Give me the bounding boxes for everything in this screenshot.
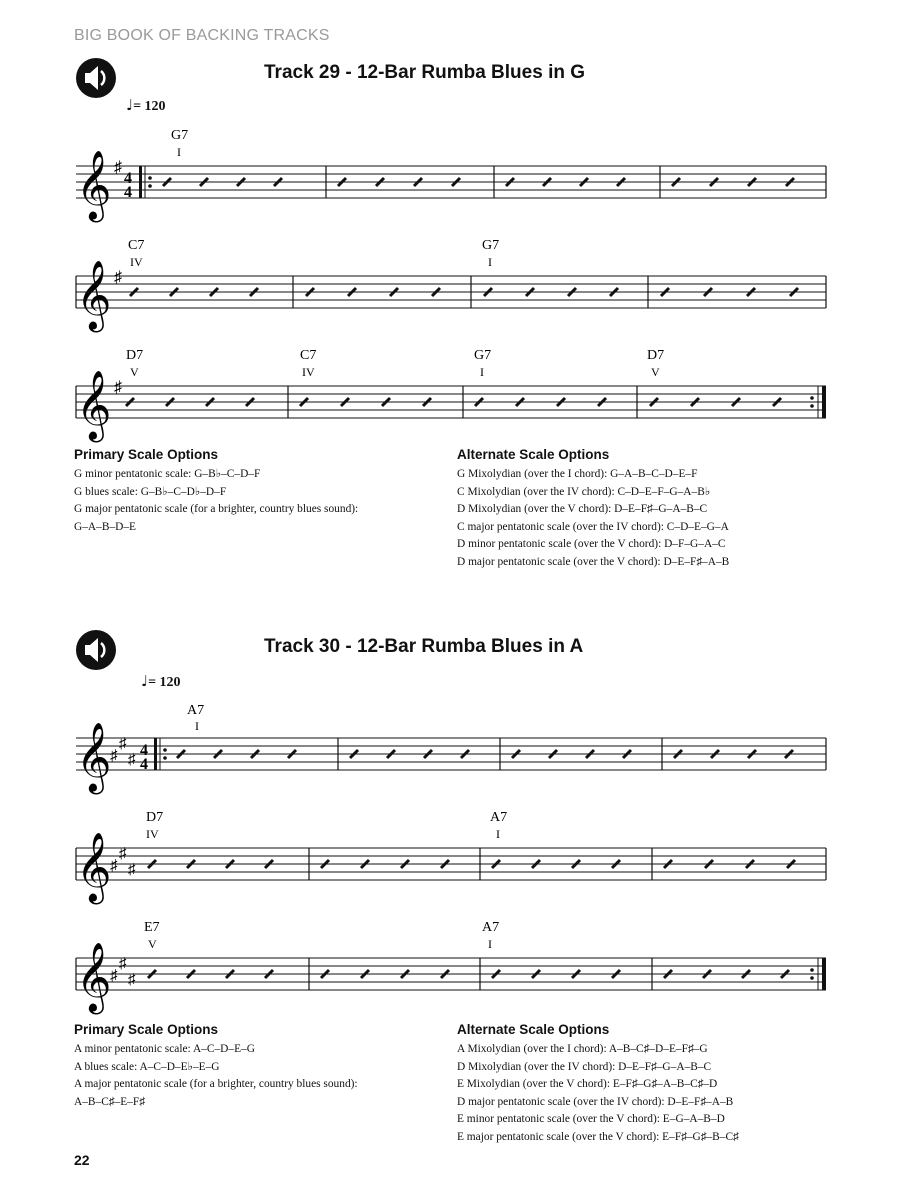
- scale-line: D major pentatonic scale (over the IV chord): D–E–F♯–A–B: [457, 1095, 734, 1108]
- time-signature: [124, 170, 132, 201]
- roman-numeral: I: [177, 145, 181, 159]
- scale-line: E Mixolydian (over the V chord): E–F♯–G♯–A–B–C♯–D: [457, 1078, 718, 1090]
- scale-heading: Alternate Scale Options: [457, 1022, 610, 1037]
- tempo-marking: ♩= 120: [141, 672, 181, 690]
- scale-line: G Mixolydian (over the I chord): G–A–B–C–D–E–F: [457, 468, 698, 480]
- chord-symbol: G7: [482, 238, 500, 253]
- chord-symbol: E7: [144, 920, 160, 935]
- scale-line: G–A–B–D–E: [74, 520, 137, 533]
- audio-speaker-icon[interactable]: [74, 628, 118, 672]
- roman-numeral: V: [651, 365, 660, 379]
- staff-system: [0, 808, 900, 918]
- audio-speaker-icon[interactable]: [74, 56, 118, 100]
- key-signature: [110, 846, 136, 878]
- svg-text:𝄞: 𝄞: [76, 152, 112, 218]
- track-title: Track 30 - 12-Bar Rumba Blues in A: [264, 636, 584, 657]
- svg-text:♯: ♯: [110, 858, 118, 874]
- chord-symbol: D7: [146, 810, 164, 825]
- treble-clef-icon: [76, 723, 111, 794]
- alternate-scale-options: [457, 446, 729, 571]
- roman-numeral: I: [195, 719, 199, 733]
- scale-heading: Primary Scale Options: [74, 447, 219, 462]
- svg-text:♯: ♯: [119, 956, 127, 972]
- scale-heading: Alternate Scale Options: [457, 447, 610, 462]
- svg-text:𝄞: 𝄞: [76, 724, 112, 790]
- svg-text:♯: ♯: [119, 736, 127, 752]
- staff-system: [0, 698, 900, 808]
- key-signature: [114, 159, 122, 176]
- key-signature: [110, 736, 136, 768]
- treble-clef-icon: [76, 943, 111, 1014]
- roman-numeral: V: [148, 937, 157, 951]
- svg-text:𝄞: 𝄞: [76, 262, 112, 328]
- scale-line: D Mixolydian (over the IV chord): D–E–F♯–G–A–B–C: [457, 1060, 712, 1073]
- chord-symbol: A7: [187, 703, 205, 718]
- scale-line: D Mixolydian (over the V chord): D–E–F♯–G–A–B–C: [457, 503, 708, 515]
- svg-text:♯: ♯: [128, 862, 136, 878]
- staff-system: [0, 126, 900, 236]
- roman-numeral: I: [480, 365, 484, 379]
- scale-line: E minor pentatonic scale (over the V chord): E–G–A–B–D: [457, 1113, 725, 1125]
- scale-line: A Mixolydian (over the I chord): A–B–C♯–D–E–F♯–G: [457, 1043, 708, 1055]
- scale-line: A major pentatonic scale (for a brighter, country blues sound):: [74, 1078, 358, 1090]
- svg-text:♯: ♯: [114, 159, 122, 176]
- scale-line: A–B–C♯–E–F♯: [74, 1095, 145, 1108]
- svg-text:𝄞: 𝄞: [76, 372, 112, 438]
- scale-line: G blues scale: G–B♭–C–D♭–D–F: [74, 485, 227, 498]
- svg-text:4: 4: [124, 184, 132, 201]
- roman-numeral: IV: [130, 255, 143, 269]
- alternate-scale-options: [457, 1021, 739, 1146]
- track-title: Track 29 - 12-Bar Rumba Blues in G: [264, 62, 586, 83]
- key-signature: [110, 956, 136, 988]
- tempo-marking: ♩= 120: [126, 96, 166, 114]
- svg-text:♯: ♯: [119, 846, 127, 862]
- scale-heading: Primary Scale Options: [74, 1022, 219, 1037]
- chord-symbol: C7: [128, 238, 145, 253]
- roman-numeral: I: [488, 937, 492, 951]
- svg-text:♯: ♯: [128, 972, 136, 988]
- svg-text:4: 4: [140, 756, 148, 773]
- scale-line: G major pentatonic scale (for a brighter, country blues sound):: [74, 503, 359, 515]
- staff-system: [0, 918, 900, 1028]
- svg-text:𝄞: 𝄞: [76, 944, 112, 1010]
- treble-clef-icon: [76, 151, 111, 222]
- roman-numeral: IV: [302, 365, 315, 379]
- chord-symbol: G7: [474, 348, 492, 363]
- treble-clef-icon: [76, 261, 111, 332]
- svg-text:4: 4: [140, 742, 148, 759]
- roman-numeral: I: [488, 255, 492, 269]
- svg-text:♯: ♯: [128, 752, 136, 768]
- running-head: BIG BOOK OF BACKING TRACKS: [74, 27, 330, 44]
- time-signature: [140, 742, 148, 773]
- chord-symbol: G7: [171, 128, 189, 143]
- treble-clef-icon: [76, 833, 111, 904]
- roman-numeral: I: [496, 827, 500, 841]
- scale-line: D major pentatonic scale (over the V chord): D–E–F♯–A–B: [457, 555, 730, 568]
- chord-symbol: D7: [647, 348, 665, 363]
- chord-symbol: A7: [482, 920, 500, 935]
- roman-numeral: V: [130, 365, 139, 379]
- staff-system: [0, 236, 900, 346]
- scale-line: G minor pentatonic scale: G–B♭–C–D–F: [74, 468, 261, 480]
- scale-line: E major pentatonic scale (over the V chord): E–F♯–G♯–B–C♯: [457, 1130, 739, 1143]
- svg-text:𝄞: 𝄞: [76, 834, 112, 900]
- svg-text:♯: ♯: [114, 269, 122, 286]
- svg-text:♯: ♯: [114, 379, 122, 396]
- scale-line: D minor pentatonic scale (over the V chord): D–F–G–A–C: [457, 538, 726, 550]
- treble-clef-icon: [76, 371, 111, 442]
- scale-line: C Mixolydian (over the IV chord): C–D–E–F–G–A–B♭: [457, 485, 711, 498]
- scale-line: A blues scale: A–C–D–E♭–E–G: [74, 1060, 220, 1073]
- svg-text:♯: ♯: [110, 748, 118, 764]
- roman-numeral: IV: [146, 827, 159, 841]
- svg-text:4: 4: [124, 170, 132, 187]
- svg-text:♯: ♯: [110, 968, 118, 984]
- chord-symbol: D7: [126, 348, 144, 363]
- staff-system: [0, 346, 900, 456]
- primary-scale-options: [74, 1021, 358, 1111]
- quarter-note-icon: ♩: [126, 96, 134, 114]
- quarter-note-icon: ♩: [141, 672, 149, 690]
- key-signature: [114, 379, 122, 396]
- scale-line: C major pentatonic scale (over the IV chord): C–D–E–G–A: [457, 520, 729, 533]
- scale-line: A minor pentatonic scale: A–C–D–E–G: [74, 1043, 255, 1055]
- key-signature: [114, 269, 122, 286]
- chord-symbol: A7: [490, 810, 508, 825]
- page-number: 22: [74, 1152, 90, 1168]
- chord-symbol: C7: [300, 348, 317, 363]
- primary-scale-options: [74, 446, 358, 536]
